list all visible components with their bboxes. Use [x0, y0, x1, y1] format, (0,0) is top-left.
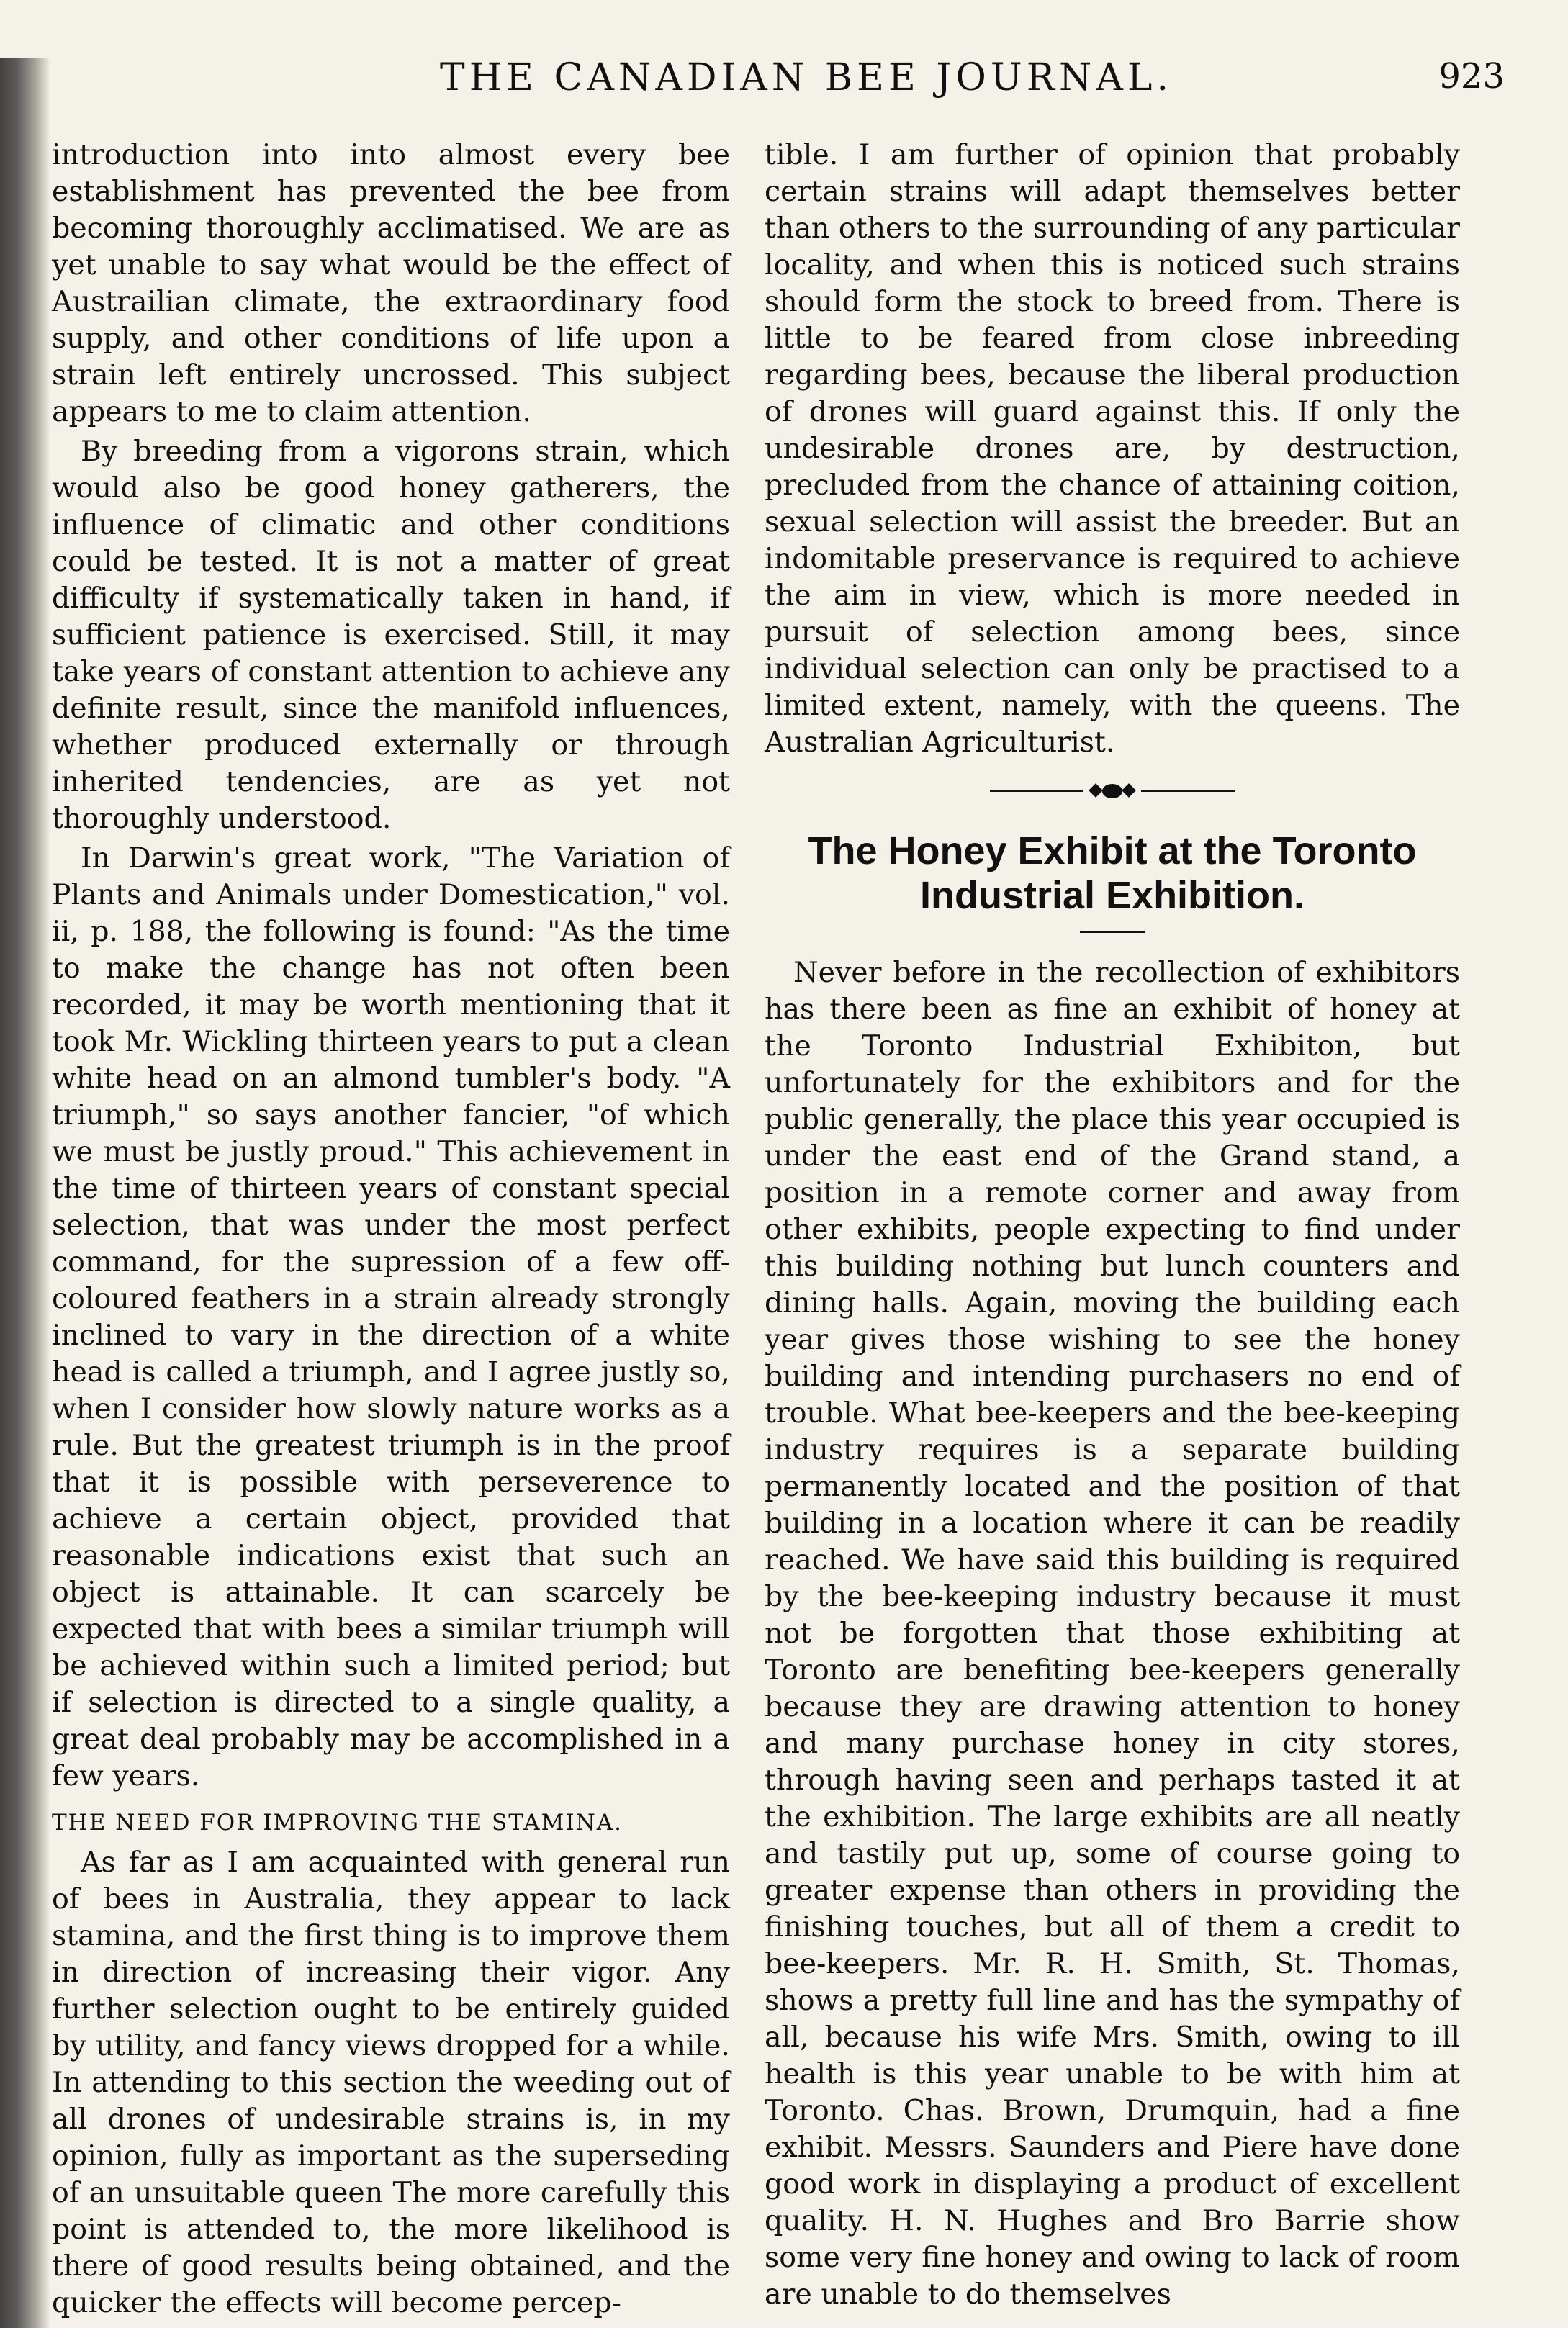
left-paragraph-1: introduction into into almost every bee establishment has prevented the bee from becoming thoroughly acclimatised. We are as yet unable to say what would be the effect of Austrailian climate, the extraordinary food supply, and other conditions of life upon a strain left entirely uncrossed. This subject appears to me to claim attention.	[52, 138, 730, 428]
title-rule	[1080, 931, 1145, 933]
left-column	[52, 137, 730, 2322]
journal-title: THE CANADIAN BEE JOURNAL.	[440, 56, 1173, 99]
running-header	[108, 56, 1505, 114]
article-title: The Honey Exhibit at the Toronto Industrial Exhibition.	[808, 829, 1417, 917]
section-subheading: THE NEED FOR IMPROVING THE STAMINA.	[52, 1810, 623, 1836]
right-paragraph-2: Never before in the recollection of exhibitors has there been as fine an exhibit of honey at the Toronto Industrial Exhibiton, but unfortunately for the exhibitors and for the public generally, the place this year occupied is under the east end of the Grand stand, a position in a remote corner and away from other exhibits, people expecting to find under this building nothing but lunch counters and dining halls. Again, moving the building each year gives those wishing to see the honey building and intending purchasers no end of trouble. What bee-keepers and the bee-keeping industry requires is a separate building permanently located and the position of that building in a location where it can be readily reached. We have said this building is required by the bee-keeping industry because it must not be forgotten that those exhibiting at Toronto are benefiting bee-keepers generally because they are drawing attention to honey and many purchase honey in city stores, through having seen and perhaps tasted it at the exhibition. The large exhibits are all neatly and tastily put up, some of course going to greater expense than others in providing the finishing touches, but all of them a credit to bee-keepers. Mr. R. H. Smith, St. Thomas, shows a pretty full line and has the sympathy of all, because his wife Mrs. Smith, owing to ill health is this year unable to be with him at Toronto. Chas. Brown, Drumquin, had a fine exhibit. Messrs. Saunders and Piere have done good work in displaying a product of excellent quality. H. N. Hughes and Bro Barrie show some very fine honey and owing to lack of room are unable to do themselves	[765, 956, 1460, 2311]
page-number: 923	[1438, 56, 1505, 96]
left-paragraph-4: As far as I am acquainted with general run of bees in Australia, they appear to lack stamina, and the first thing is to improve them in direction of increasing their vigor. Any further selection ought to be entirely guided by utility, and fancy views dropped for a while. In attending to this section the weeding out of all drones of undesirable strains is, in my opinion, fully as important as the superseding of an unsuitable queen The more carefully this point is attended to, the more likelihood is there of good results being obtained, and the quicker the effects will become percep-	[52, 1846, 730, 2319]
section-divider-ornament	[990, 782, 1235, 800]
right-paragraph-1: tible. I am further of opinion that probably certain strains will adapt themselves better than others to the surrounding of any particular locality, and when this is noticed such strains should form the stock to breed from. There is little to be feared from close inbreeding regarding bees, because the liberal production of drones will guard against this. If only the undesirable drones are, by destruction, precluded from the chance of attaining coition, sexual selection will assist the breeder. But an indomitable preservance is required to achieve the aim in view, which is more needed in pursuit of selection among bees, since individual selection can only be practised to a limited extent, namely, with the queens. The Australian Agriculturist.	[765, 138, 1460, 759]
right-column	[765, 137, 1460, 2313]
left-paragraph-2: By breeding from a vigorons strain, which would also be good honey gatherers, the influence of climatic and other conditions could be tested. It is not a matter of great difficulty if systematically taken in hand, if sufficient patience is exercised. Still, it may take years of constant attention to achieve any definite result, since the manifold influences, whether produced externally or through inherited tendencies, are as yet not thoroughly understood.	[52, 435, 730, 835]
left-paragraph-3: In Darwin's great work, "The Variation of Plants and Animals under Domestication," vol. ii, p. 188, the following is found: "As the time to make the change has not often been recorded, it may be worth mentioning that it took Mr. Wickling thirteen years to put a clean white head on an almond tumbler's body. "A triumph," so says another fancier, "of which we must be justly proud." This achievement in the time of thirteen years of constant special selection, that was under the most perfect command, for the supression of a few off-coloured feathers in a strain already strongly inclined to vary in the direction of a white head is called a triumph, and I agree justly so, when I consider how slowly nature works as a rule. But the greatest triumph is in the proof that it is possible with perseverence to achieve a certain object, provided that reasonable indications exist that such an object is attainable. It can scarcely be expected that with bees a similar triumph will be achieved within such a limited period; but if selection is directed to a single quality, a great deal probably may be accomplished in a few years.	[52, 842, 730, 1792]
binding-edge	[0, 58, 50, 2328]
